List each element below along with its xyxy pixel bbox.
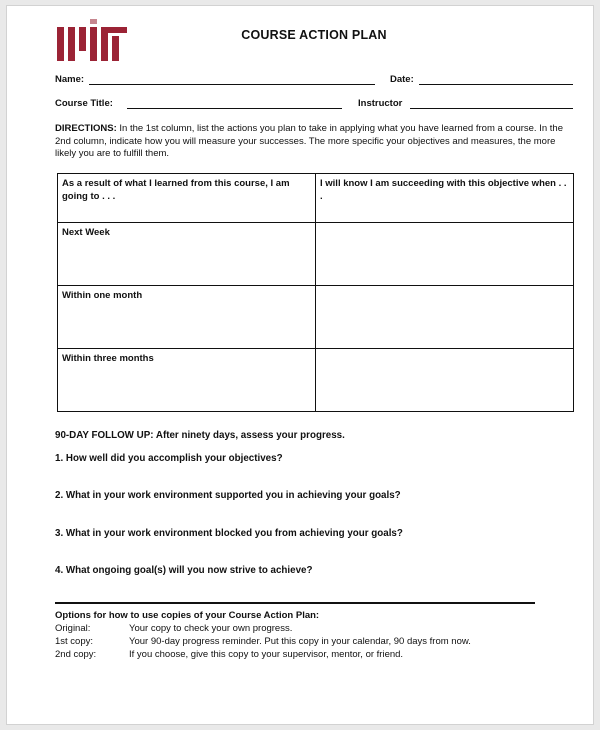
options-item-label: 2nd copy: <box>55 649 97 660</box>
table-header-row <box>58 174 574 223</box>
options-item <box>55 649 403 660</box>
followup-question: 4. What ongoing goal(s) will you now strive to achieve? <box>55 565 313 576</box>
options-item-label: 1st copy: <box>55 636 94 647</box>
options-item <box>55 636 471 647</box>
row-label-next-week[interactable]: Next Week <box>58 223 316 286</box>
measure-cell[interactable] <box>316 223 574 286</box>
measure-cell[interactable] <box>316 286 574 349</box>
directions-lead: DIRECTIONS: <box>55 123 117 134</box>
course-title-field-line[interactable] <box>127 108 342 109</box>
followup-question: 1. How well did you accomplish your objectives? <box>55 453 283 464</box>
header-cell-actions: As a result of what I learned from this course, I am going to . . . <box>58 174 316 223</box>
directions-text: In the 1st column, list the actions you plan to take in applying what you have learned from a course. In the 2nd column, indicate how you will measure your successes. The more specific your objectives and measures, the more likely you are to fulfill them. <box>55 123 563 159</box>
date-field-line[interactable] <box>419 84 573 85</box>
options-item-text: Your 90-day progress reminder. Put this copy in your calendar, 90 days from now. <box>129 636 471 647</box>
instructor-field-line[interactable] <box>410 108 573 109</box>
followup-question: 3. What in your work environment blocked you from achieving your goals? <box>55 528 403 539</box>
course-title-label: Course Title: <box>55 98 113 109</box>
page-title: COURSE ACTION PLAN <box>241 28 387 42</box>
date-label: Date: <box>390 74 414 85</box>
table-row <box>58 223 574 286</box>
options-item <box>55 623 292 634</box>
row-label-within-one-month[interactable]: Within one month <box>58 286 316 349</box>
name-field-line[interactable] <box>89 84 375 85</box>
options-divider <box>55 602 535 604</box>
options-item-label: Original: <box>55 623 91 634</box>
document-page <box>6 5 594 725</box>
measure-cell[interactable] <box>316 349 574 412</box>
table-row <box>58 349 574 412</box>
instructor-label: Instructor <box>358 98 403 109</box>
action-plan-table <box>57 173 574 412</box>
table-row <box>58 286 574 349</box>
options-item-text: Your copy to check your own progress. <box>129 623 293 634</box>
options-heading: Options for how to use copies of your Course Action Plan: <box>55 610 320 621</box>
name-label: Name: <box>55 74 85 85</box>
options-item-text: If you choose, give this copy to your supervisor, mentor, or friend. <box>129 649 404 660</box>
row-label-within-three-months[interactable]: Within three months <box>58 349 316 412</box>
followup-question: 2. What in your work environment supported you in achieving your goals? <box>55 490 401 501</box>
followup-heading: 90-DAY FOLLOW UP: After ninety days, assess your progress. <box>55 430 345 441</box>
directions-paragraph <box>55 123 575 161</box>
header-cell-measures: I will know I am succeeding with this objective when . . . <box>316 174 574 223</box>
